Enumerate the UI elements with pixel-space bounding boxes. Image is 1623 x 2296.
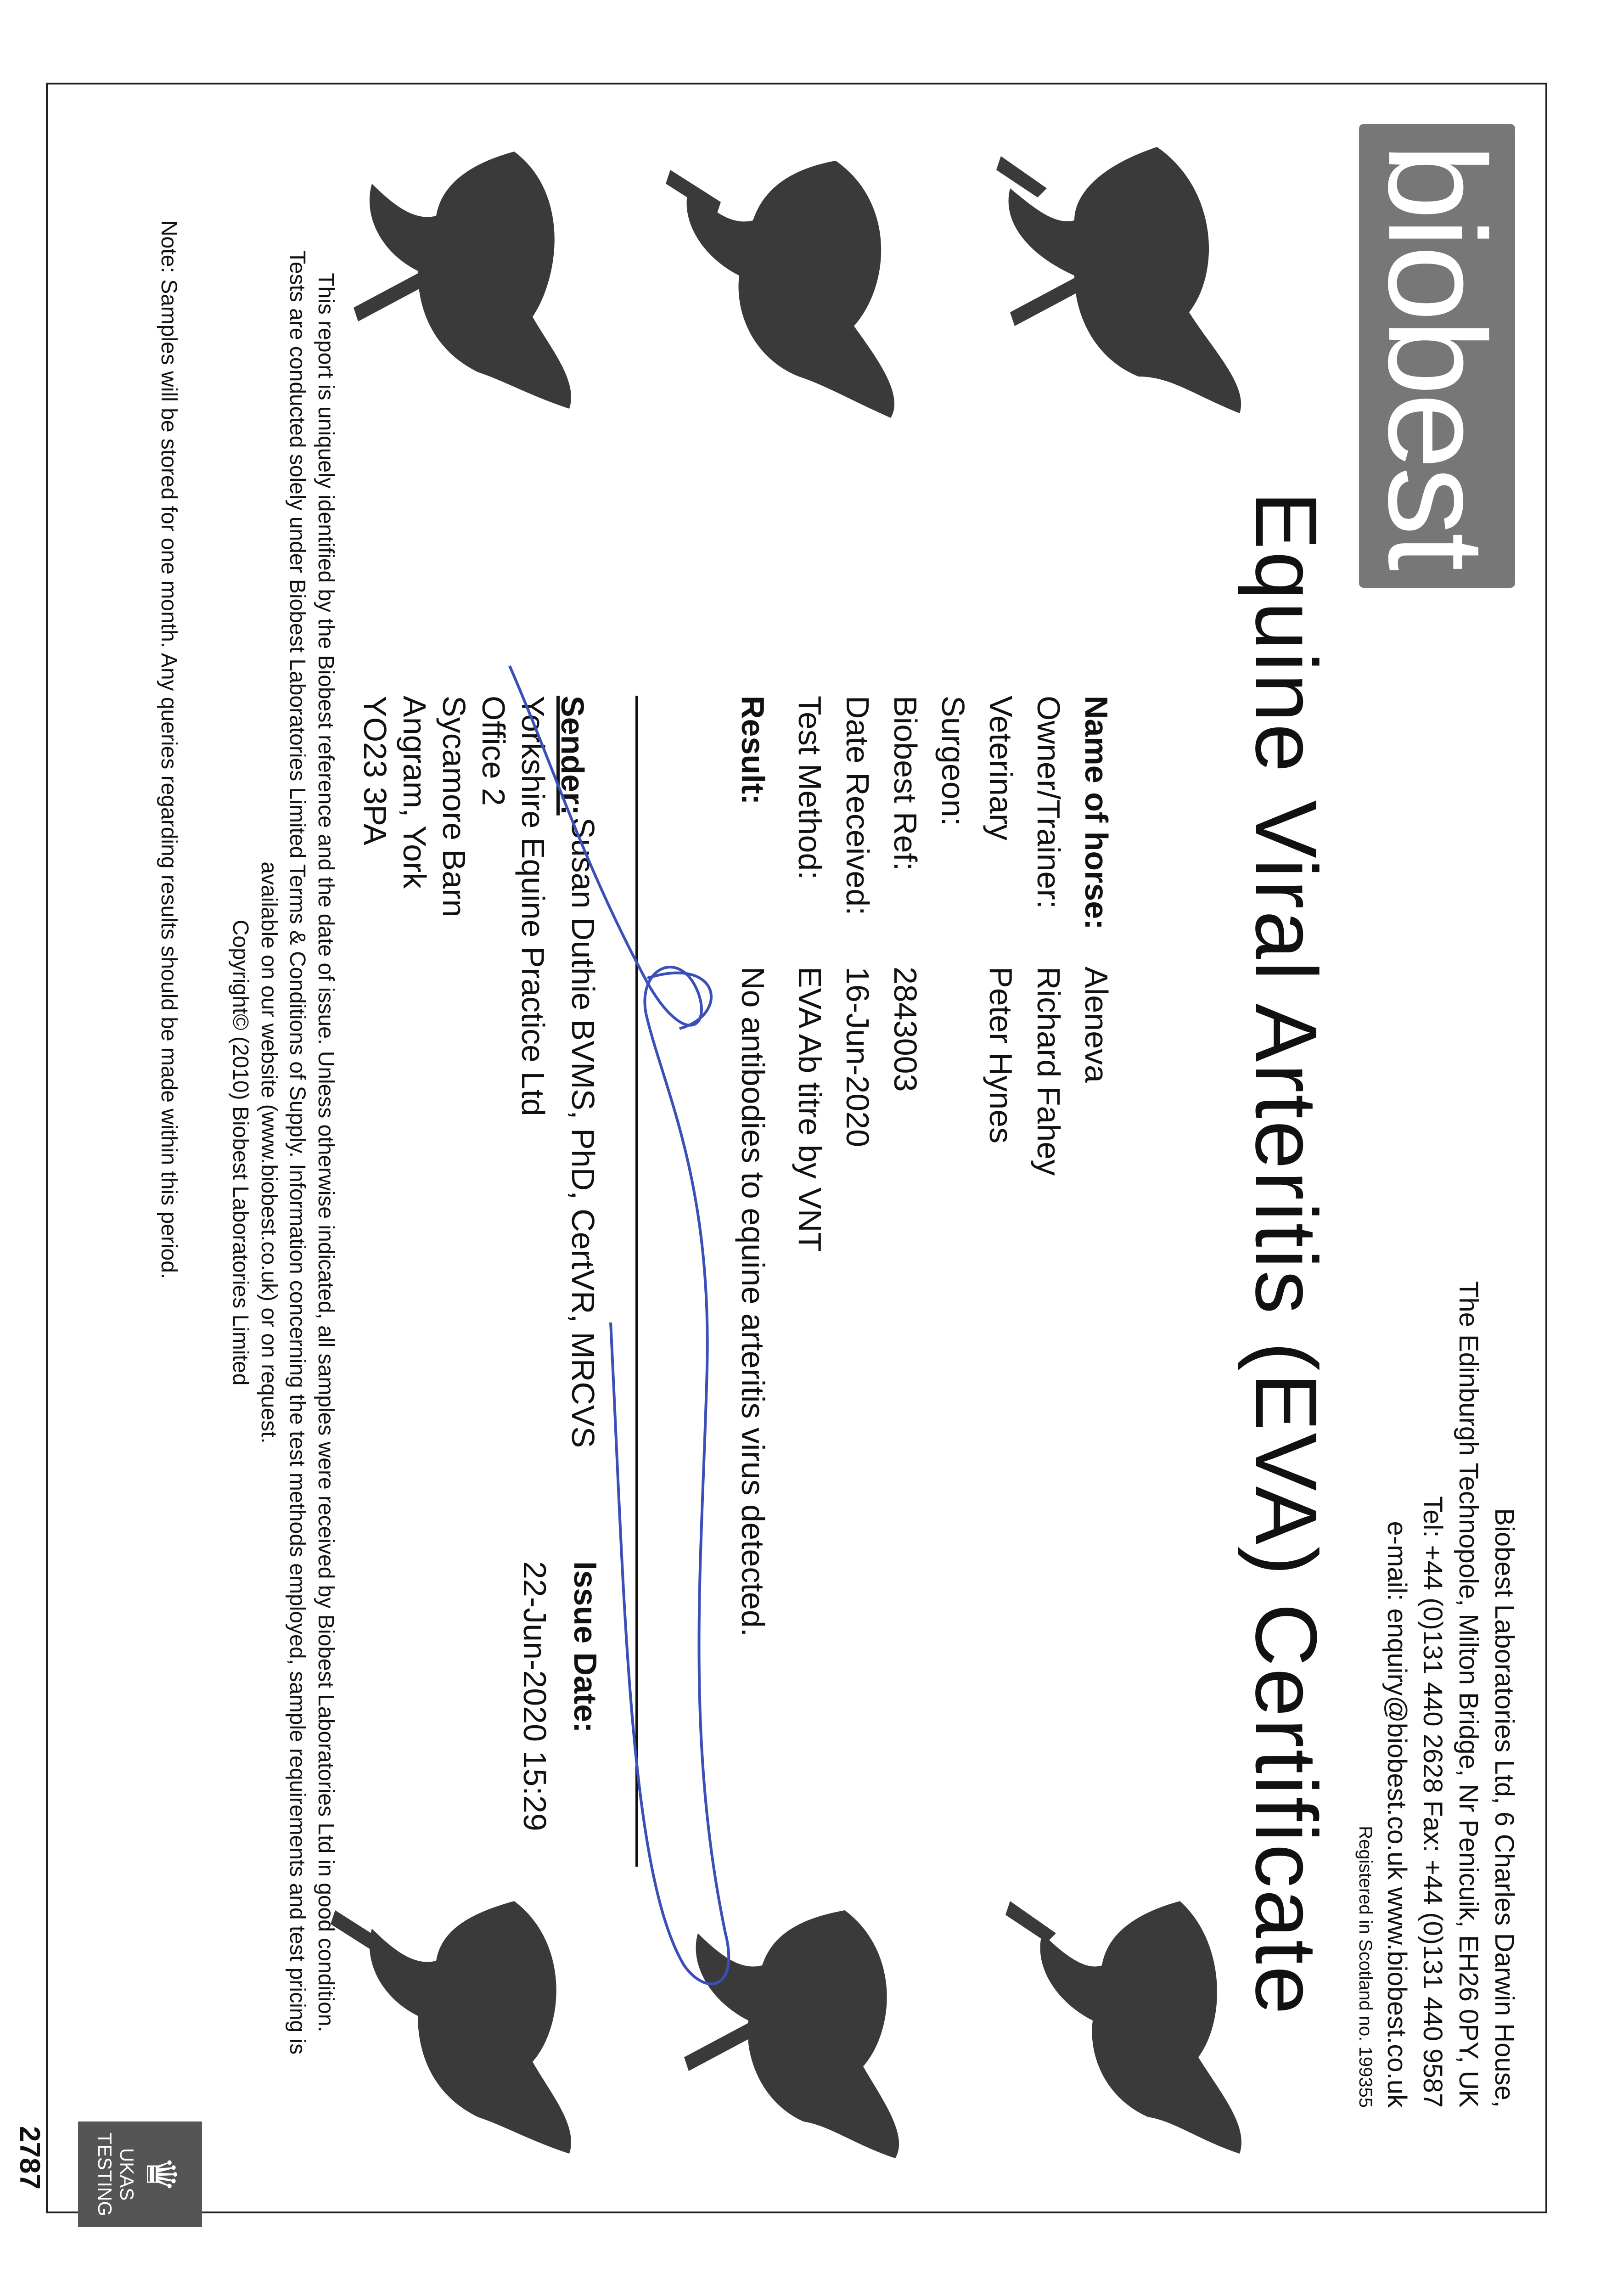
page-number: 2787: [14, 2126, 45, 2189]
address-line-1: Biobest Laboratories Ltd, 6 Charles Darwin House,: [1489, 1508, 1519, 2108]
issue-date-label: Issue Date:: [567, 1561, 603, 1733]
date-received-label: Date Received:: [840, 696, 876, 916]
certificate-sheet: [14, 83, 1547, 2216]
footer-line-4: Copyright© (2010) Biobest Laboratories Limited: [228, 919, 253, 1386]
footer-line-1: This report is uniquely identified by the Biobest reference and the date of issue. Unless otherwise indicated, all samples were received by Biobest Laboratories Ltd in good condition.: [314, 273, 338, 2032]
signatory-name: Susan Duthie BVMS, PhD, CertVR, MRCVS: [565, 817, 601, 1448]
footer-note: Note: Samples will be stored for one month. Any queries regarding results should be made within this period.: [157, 220, 181, 1279]
sender-line: Angram, York: [397, 696, 432, 889]
result-value: No antibodies to equine arteritis virus detected.: [735, 967, 771, 1637]
footer-line-2: Tests are conducted solely under Biobest Laboratories Limited Terms & Conditions of Supply. Information concerning the test methods employed, sample requirements and test pricing is: [285, 250, 309, 2055]
sender-label: Sender:: [555, 696, 590, 816]
registration-line: Registered in Scotland no. 199355: [1355, 1826, 1376, 2108]
ukas-label: UKAS: [116, 2148, 138, 2201]
owner-value: Richard Fahey: [1031, 967, 1067, 1176]
ukas-badge: [78, 2122, 202, 2227]
result-label: Result:: [735, 696, 771, 805]
vet-value: Peter Hynes: [983, 967, 1019, 1144]
address-line-3: Tel: +44 (0)131 440 2628 Fax: +44 (0)131 440 9587: [1418, 1496, 1448, 2108]
test-method-value: EVA Ab titre by VNT: [792, 967, 828, 1252]
footer-terms: [226, 234, 340, 2071]
ref-label: Biobest Ref:: [887, 696, 923, 871]
ukas-sub-label: TESTING: [94, 2132, 116, 2216]
horse-name-value: Aleneva: [1078, 967, 1114, 1083]
biobest-logo: biobest: [1359, 124, 1515, 588]
crown-icon: ♛: [138, 2155, 184, 2193]
footer-line-3: available on our website (www.biobest.co.uk) or on request.: [257, 861, 281, 1444]
vet-label: Veterinary Surgeon:: [935, 696, 1019, 841]
certificate-title: Equine Viral Arteritis (EVA) Certificate: [1237, 491, 1335, 2016]
sender-line: Sycamore Barn: [436, 696, 472, 917]
sender-line: Yorkshire Equine Practice Ltd: [515, 696, 551, 1116]
horse-name-label: Name of horse:: [1078, 696, 1114, 930]
ref-value: 2843003: [887, 967, 923, 1092]
address-line-2: The Edinburgh Technopole, Milton Bridge, Nr Penicuik, EH26 0PY, UK: [1454, 1281, 1483, 2108]
issue-date-value: 22-Jun-2020 15:29: [517, 1561, 553, 1831]
sender-line: YO23 3PA: [357, 696, 393, 845]
owner-label: Owner/Trainer:: [1031, 696, 1067, 909]
address-line-4: e-mail: enquiry@biobest.co.uk www.biobest.co.uk: [1382, 1521, 1412, 2108]
sender-line: Office 2: [476, 696, 511, 806]
test-method-label: Test Method:: [792, 696, 828, 880]
date-received-value: 16-Jun-2020: [840, 967, 876, 1148]
